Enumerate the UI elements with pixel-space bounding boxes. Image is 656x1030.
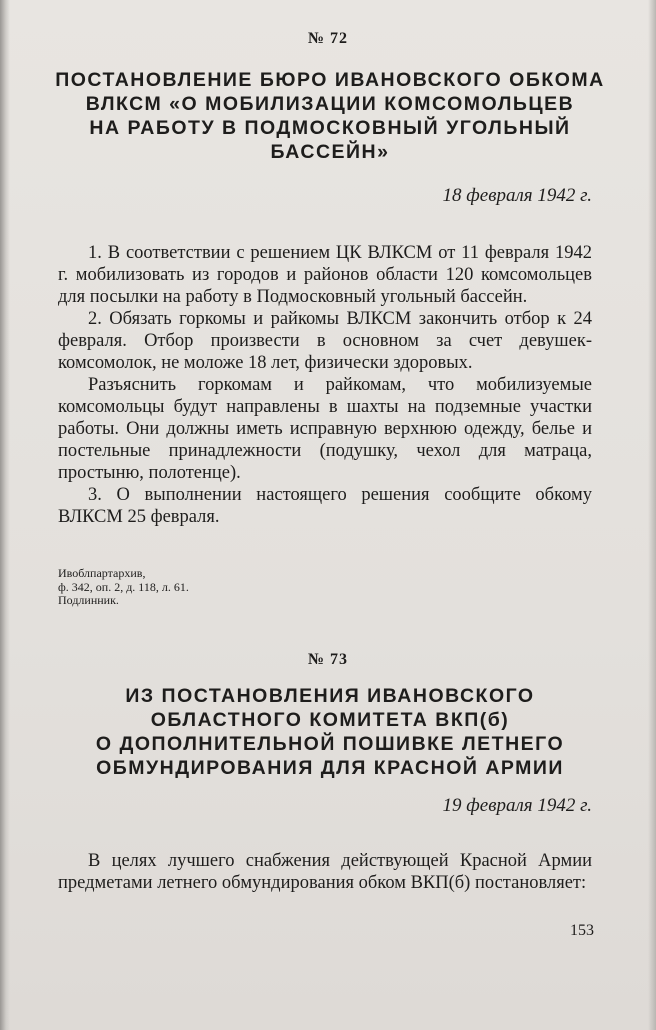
doc-72-archive-reference [58, 567, 189, 608]
doc-73-paragraph-1: В целях лучшего снабжения действующей Красной Армии предметами летнего обмундирования обком ВКП(б) постановляет: [58, 851, 592, 893]
doc-72-title-line-1: ПОСТАНОВЛЕНИЕ БЮРО ИВАНОВСКОГО ОБКОМА [55, 69, 605, 91]
doc-73-number: № 73 [307, 651, 349, 668]
doc-72-title-line-2: ВЛКСМ «О МОБИЛИЗАЦИИ КОМСОМОЛЬЦЕВ [85, 93, 575, 115]
doc-72-paragraph-2: 2. Обязать горкомы и райкомы ВЛКСМ закончить отбор к 24 февраля. Отбор произвести в основном за счет девушек-комсомолок, не моложе 18 лет, физически здоровых. [58, 309, 592, 373]
doc-72-paragraph-3: Разъяснить горкомам и райкомам, что мобилизуемые комсомольцы будут направлены в шахты на подземные участки работы. Они должны иметь исправную верхнюю одежду, белье и постельные принадлежности (подушку, чехол для матраца, простыню, полотенце). [58, 375, 592, 483]
doc-72-paragraph-1: 1. В соответствии с решением ЦК ВЛКСМ от 11 февраля 1942 г. мобилизовать из городов и районов области 120 комсомольцев для посылки на работу в Подмосковный угольный бассейн. [58, 243, 592, 307]
doc-73-title-line-2: ОБЛАСТНОГО КОМИТЕТА ВКП(б) [150, 709, 510, 731]
page-number: 153 [570, 922, 594, 939]
doc-73-title-line-4: ОБМУНДИРОВАНИЯ ДЛЯ КРАСНОЙ АРМИИ [96, 757, 564, 779]
doc-72-title-line-4: БАССЕЙН» [270, 141, 390, 163]
archive-line-2: ф. 342, оп. 2, д. 118, л. 61. [58, 579, 189, 594]
doc-72-number: № 72 [307, 30, 349, 47]
doc-72-title [50, 68, 610, 164]
doc-72-date: 18 февраля 1942 г. [442, 185, 592, 206]
doc-72-title-line-3: НА РАБОТУ В ПОДМОСКОВНЫЙ УГОЛЬНЫЙ [89, 117, 571, 139]
doc-72-paragraph-4: 3. О выполнении настоящего решения сообщите обкому ВЛКСМ 25 февраля. [58, 485, 592, 527]
doc-73-body [58, 850, 592, 894]
doc-73-date: 19 февраля 1942 г. [442, 795, 592, 816]
archive-line-1: Ивоблпартархив, [58, 566, 146, 580]
archive-line-3: Подлинник. [58, 593, 119, 607]
doc-73-title-line-3: О ДОПОЛНИТЕЛЬНОЙ ПОШИВКЕ ЛЕТНЕГО [95, 733, 565, 755]
doc-73-title [50, 684, 610, 780]
page-edge-shadow-right [648, 0, 656, 1030]
doc-73-title-line-1: ИЗ ПОСТАНОВЛЕНИЯ ИВАНОВСКОГО [125, 685, 535, 707]
page-edge-shadow-left [0, 0, 10, 1030]
doc-72-body [58, 242, 592, 528]
